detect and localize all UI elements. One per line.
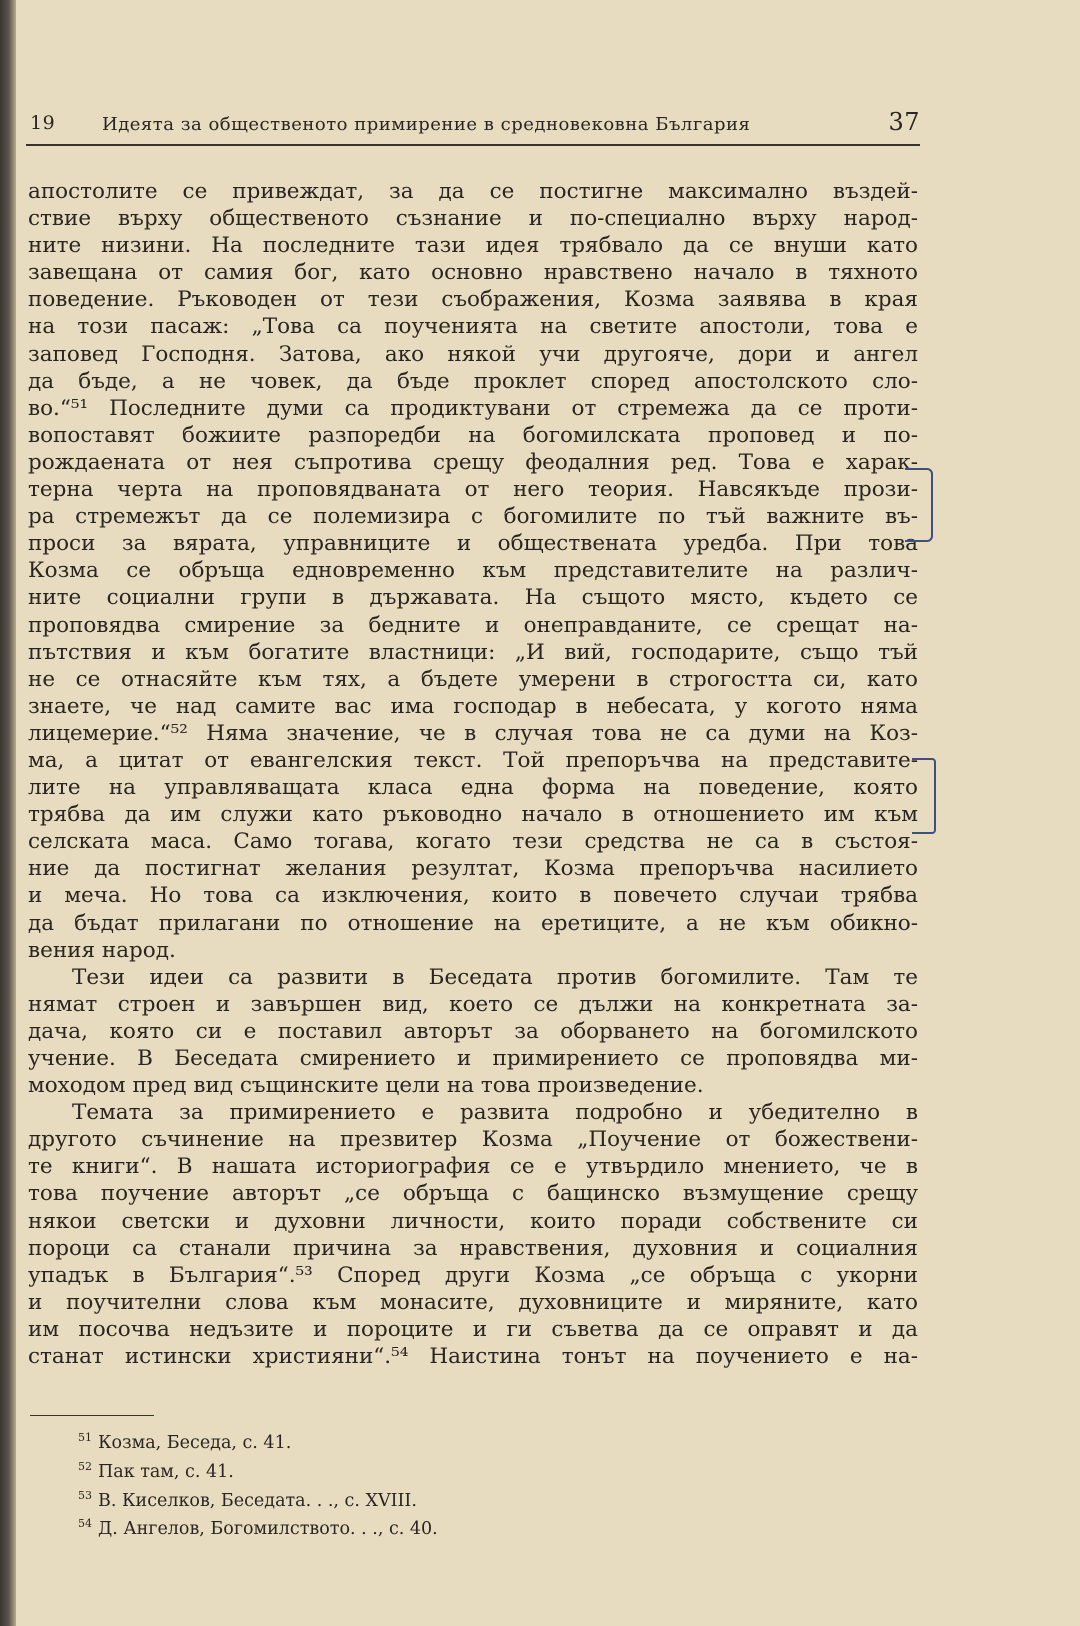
ink-bracket-mark <box>905 468 933 542</box>
text-line: Козма се обръща едновременно към представителите на различ- <box>28 558 918 584</box>
text-line: пътствия и към богатите властници: „И вий, господарите, също тъй <box>28 639 918 665</box>
text-line: не се отнасяйте към тях, а бъдете умерени в строгостта си, като <box>28 666 918 692</box>
text-line: ма, а цитат от евангелския текст. Той препоръчва на представите- <box>28 747 918 773</box>
text-line: лите на управляващата класа една форма на поведение, която <box>28 775 918 801</box>
text-line: заповед Господня. Затова, ако някой учи другояче, дори и ангел <box>28 341 918 367</box>
text-line: вения народ. <box>28 937 176 963</box>
text-line: и поучителни слова към монасите, духовниците и миряните, като <box>28 1289 918 1315</box>
text-line: завещана от самия бог, като основно нравствено начало в тяхното <box>28 260 918 286</box>
text-line: проповядва смирение за бедните и онеправданите, се срещат на- <box>28 612 918 638</box>
text-line: поведение. Ръководен от тези съображения, Козма заявява в края <box>28 287 918 313</box>
text-line: станат истински християни“.⁵⁴ Наистина тонът на поучението е на- <box>28 1344 918 1370</box>
footnote <box>78 1484 778 1513</box>
text-line: трябва да им служи като ръководно начало в отношението им към <box>28 802 918 828</box>
footnote-number: 54 <box>78 1517 92 1531</box>
text-line: ра стремежът да се полемизира с богомилите по тъй важните въ- <box>28 504 918 530</box>
text-line: ните социални групи в държавата. На същото място, където се <box>28 585 918 611</box>
text-line: пороци са станали причина за нравствения, духовния и социалния <box>28 1235 918 1261</box>
text-line: рождаената от нея съпротива срещу феодалния ред. Това е харак- <box>28 449 918 475</box>
text-line: да бъде, а не човек, да бъде проклет според апостолското сло- <box>28 368 918 394</box>
header-rule <box>26 144 920 146</box>
footnote <box>78 1426 778 1455</box>
text-line: Тези идеи са развити в Беседата против богомилите. Там те <box>72 964 918 990</box>
text-line: вопоставят божиите разпоредби на богомилската проповед и по- <box>28 422 918 448</box>
text-line: ствие върху общественото съзнание и по-специално върху народ- <box>28 206 918 232</box>
text-line: терна черта на проповядваната от него теория. Навсякъде прози- <box>28 477 918 503</box>
text-line: селската маса. Само тогава, когато тези средства не са в състоя- <box>28 829 918 855</box>
footnote-text: Пак там, с. 41. <box>98 1461 234 1482</box>
text-line: упадък в България“.⁵³ Според други Козма „се обръща с укорни <box>28 1262 918 1288</box>
text-line: някои светски и духовни личности, които поради собствените си <box>28 1208 918 1234</box>
footnote <box>78 1512 778 1541</box>
paragraph-2 <box>28 964 918 1099</box>
footnote-rule <box>30 1415 154 1416</box>
footnote-number: 52 <box>78 1459 92 1473</box>
text-line: им посочва недъзите и пороците и ги съветва да се оправят и да <box>28 1316 918 1342</box>
footnote <box>78 1455 778 1484</box>
text-line: лицемерие.“⁵² Няма значение, че в случая това не са думи на Коз- <box>28 720 918 746</box>
text-line: учение. В Беседата смирението и примирението се проповядва ми- <box>28 1046 918 1071</box>
footnote-number: 53 <box>78 1488 92 1502</box>
text-line: другото съчинение на презвитер Козма „Поучение от божествени- <box>28 1127 918 1153</box>
footnote-number: 51 <box>78 1431 92 1444</box>
text-line: во.“⁵¹ Последните думи са продиктувани от стремежа да се проти- <box>28 395 918 421</box>
running-title: Идеята за общественото примирение в средновековна България <box>102 114 751 135</box>
text-line: ние да постигнат желания резултат, Козма препоръчва насилието <box>28 856 918 882</box>
text-line: те книги“. В нашата историография се е утвърдило мнението, че в <box>28 1154 918 1180</box>
text-line: проси за вярата, управниците и обществената уредба. При това <box>28 531 918 557</box>
text-line: да бъдат прилагани по отношение на еретиците, а не към обикно- <box>28 910 918 936</box>
footnotes <box>78 1426 778 1541</box>
text-line: Темата за примирението е развита подробно и убедително в <box>72 1100 918 1126</box>
text-line: и меча. Но това са изключения, които в повечето случаи трябва <box>28 883 918 909</box>
page-number: 37 <box>888 108 920 136</box>
text-line: знаете, че над самите вас има господар в небесата, у когото няма <box>28 693 918 719</box>
text-line: апостолите се привеждат, за да се постигне максимално въздей- <box>28 179 918 204</box>
text-line: дача, която си е поставил авторът за оборването на богомилското <box>28 1018 918 1044</box>
paragraph-3 <box>28 1099 918 1370</box>
footnote-text: В. Киселков, Беседата. . ., с. XVIII. <box>98 1490 417 1511</box>
text-line: моходом пред вид същинските цели на това произведение. <box>28 1073 704 1099</box>
footnote-text: Д. Ангелов, Богомилството. . ., с. 40. <box>98 1519 438 1540</box>
text-line: нямат строен и завършен вид, което се дължи на конкретната за- <box>28 991 918 1017</box>
text-line: това поучение авторът „се обръща с бащинско възмущение срещу <box>28 1181 918 1207</box>
footnote-text: Козма, Беседа, с. 41. <box>98 1432 292 1453</box>
page-header <box>30 108 920 142</box>
text-line: на този пасаж: „Това са поученията на светите апостоли, това е <box>28 314 918 340</box>
body-text <box>28 178 918 1370</box>
paragraph-1 <box>28 178 918 964</box>
text-line: ните низини. На последните тази идея трябвало да се внуши като <box>28 233 918 259</box>
header-left-number: 19 <box>30 112 56 134</box>
ink-bracket-mark <box>912 758 936 834</box>
